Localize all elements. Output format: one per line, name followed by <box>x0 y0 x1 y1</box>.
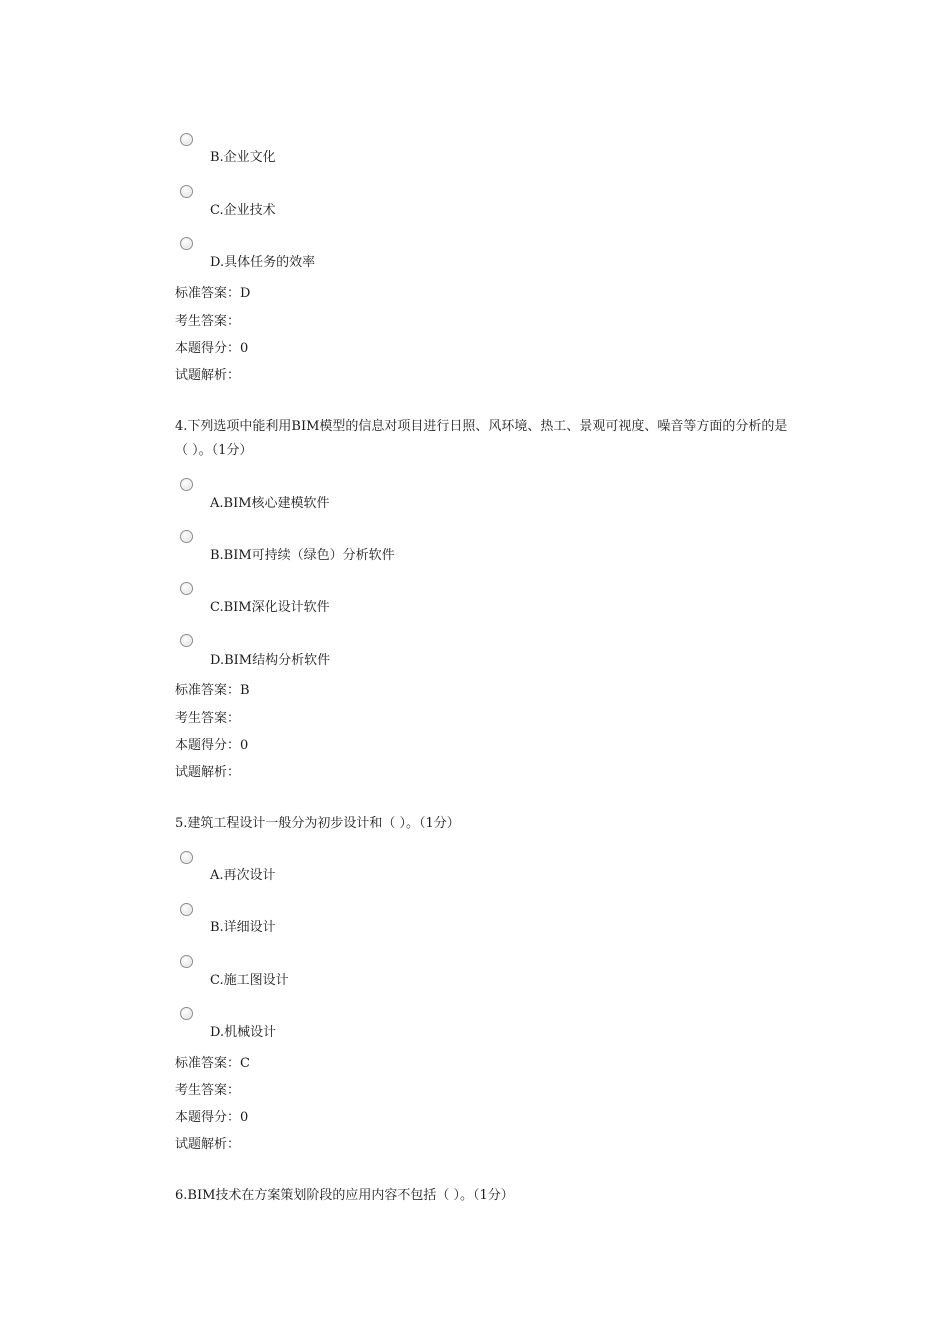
q5-analysis: 试题解析： <box>175 1137 241 1152</box>
option-q4-c: C.BIM深化设计软件 <box>210 600 330 615</box>
q4-student-answer: 考生答案： <box>175 711 241 726</box>
q3-student-answer: 考生答案： <box>175 314 241 329</box>
option-q5-b: B.详细设计 <box>210 920 276 935</box>
option-q5-d: D.机械设计 <box>210 1025 277 1040</box>
q5-student-answer: 考生答案： <box>175 1083 241 1098</box>
q4-analysis: 试题解析： <box>175 765 241 780</box>
radio-q5-b[interactable] <box>180 903 193 916</box>
q5-standard-answer: 标准答案：C <box>175 1056 250 1071</box>
q4-standard-answer: 标准答案：B <box>175 683 250 698</box>
option-q3-d: D.具体任务的效率 <box>210 255 316 270</box>
radio-q5-c[interactable] <box>180 955 193 968</box>
option-q3-b: B.企业文化 <box>210 150 276 165</box>
q6-question: 6.BIM技术在方案策划阶段的应用内容不包括（ ）。（1分） <box>175 1188 514 1203</box>
option-q5-a: A.再次设计 <box>210 868 276 883</box>
radio-q3-c[interactable] <box>180 185 193 198</box>
radio-q3-d[interactable] <box>180 237 193 250</box>
option-q5-c: C.施工图设计 <box>210 973 289 988</box>
option-q4-a: A.BIM核心建模软件 <box>210 496 330 511</box>
radio-q3-b[interactable] <box>180 133 193 146</box>
q4-score: 本题得分：0 <box>175 738 249 753</box>
q3-standard-answer: 标准答案：D <box>175 286 251 301</box>
option-q3-c: C.企业技术 <box>210 203 276 218</box>
radio-q4-d[interactable] <box>180 634 193 647</box>
option-q4-d: D.BIM结构分析软件 <box>210 653 331 668</box>
radio-q5-d[interactable] <box>180 1007 193 1020</box>
q5-question: 5.建筑工程设计一般分为初步设计和（ ）。（1分） <box>175 816 460 831</box>
option-q4-b: B.BIM可持续（绿色）分析软件 <box>210 548 395 563</box>
radio-q4-c[interactable] <box>180 582 193 595</box>
q3-score: 本题得分：0 <box>175 341 249 356</box>
q5-score: 本题得分：0 <box>175 1110 249 1125</box>
radio-q5-a[interactable] <box>180 851 193 864</box>
q4-question: 4.下列选项中能利用BIM模型的信息对项目进行日照、风环境、热工、景观可视度、噪音等方面的分析的是（ ）。（1分） <box>175 419 788 458</box>
radio-q4-a[interactable] <box>180 478 193 491</box>
q3-analysis: 试题解析： <box>175 368 241 383</box>
radio-q4-b[interactable] <box>180 530 193 543</box>
